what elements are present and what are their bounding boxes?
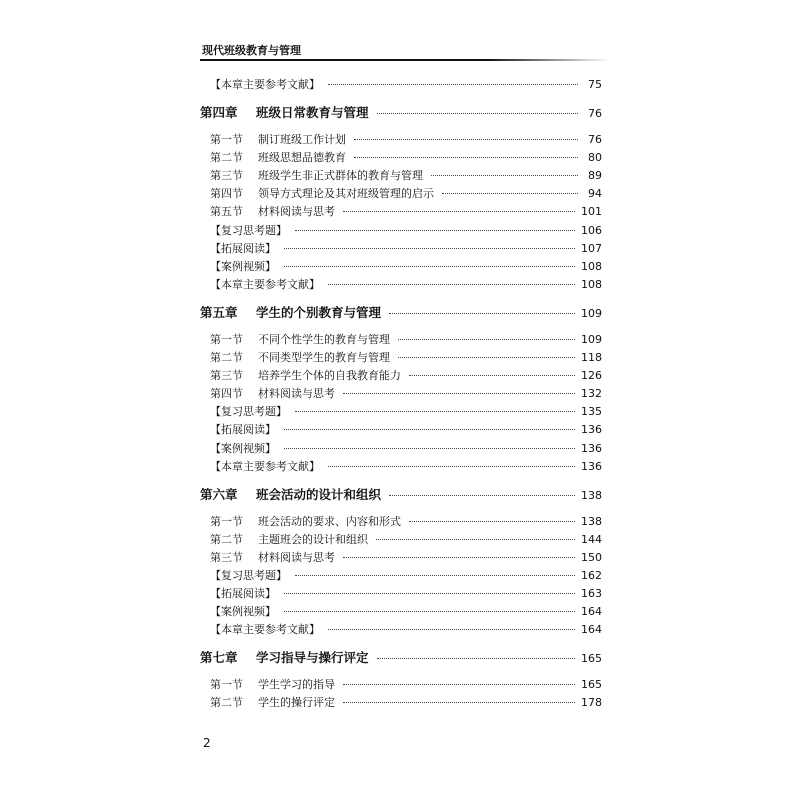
dot-leader xyxy=(343,684,575,685)
toc-section-entry xyxy=(200,549,602,567)
toc-section-entry xyxy=(200,331,602,349)
dot-leader xyxy=(284,448,575,449)
toc-entry-title: 领导方式理论及其对班级管理的启示 xyxy=(258,187,434,201)
toc-entry-page: 118 xyxy=(581,351,602,365)
toc-section-entry xyxy=(200,385,602,403)
toc-entry-title: 【本章主要参考文献】 xyxy=(210,78,320,91)
table-of-contents xyxy=(200,76,602,713)
dot-leader xyxy=(343,393,575,394)
toc-entry-page: 163 xyxy=(581,587,602,601)
toc-entry-title: 【本章主要参考文献】 xyxy=(210,623,320,637)
toc-section-entry xyxy=(200,240,602,258)
toc-section-entry xyxy=(200,513,602,531)
toc-section-entry xyxy=(200,585,602,603)
toc-entry-title: 学生的个别教育与管理 xyxy=(256,304,382,320)
toc-entry-number: 第四节 xyxy=(210,187,243,201)
toc-entry-number: 第二节 xyxy=(210,532,243,546)
toc-entry-title: 【案例视频】 xyxy=(210,259,276,273)
toc-section-entry xyxy=(200,149,602,167)
toc-entry-page: 135 xyxy=(581,405,602,419)
dot-leader xyxy=(343,702,575,703)
toc-entry-page: 126 xyxy=(581,369,602,383)
toc-entry-title: 材料阅读与思考 xyxy=(258,205,335,219)
toc-entry-title: 班级学生非正式群体的教育与管理 xyxy=(258,169,423,183)
toc-entry-page: 165 xyxy=(581,678,602,692)
dot-leader xyxy=(442,193,578,194)
toc-entry-page: 136 xyxy=(581,459,602,473)
toc-entry-title: 不同个性学生的教育与管理 xyxy=(258,332,390,346)
toc-entry-page: 76 xyxy=(588,107,602,121)
toc-section-entry xyxy=(200,76,602,94)
dot-leader xyxy=(431,175,578,176)
dot-leader xyxy=(284,266,575,267)
toc-section-entry xyxy=(200,349,602,367)
toc-entry-number: 第三节 xyxy=(210,369,243,383)
toc-entry-page: 150 xyxy=(581,550,602,564)
toc-section-entry xyxy=(200,258,602,276)
toc-entry-title: 培养学生个体的自我教育能力 xyxy=(258,369,401,383)
toc-entry-page: 165 xyxy=(581,652,602,666)
toc-section-entry xyxy=(200,621,602,639)
toc-entry-page: 106 xyxy=(581,223,602,237)
dot-leader xyxy=(343,211,575,212)
toc-entry-page: 109 xyxy=(581,306,602,320)
toc-entry-number: 第五节 xyxy=(210,205,243,219)
toc-entry-page: 108 xyxy=(581,259,602,273)
toc-entry-page: 162 xyxy=(581,568,602,582)
dot-leader xyxy=(328,466,575,467)
toc-entry-title: 班会活动的要求、内容和形式 xyxy=(258,514,401,528)
toc-section-entry xyxy=(200,367,602,385)
toc-entry-title: 【拓展阅读】 xyxy=(210,241,276,255)
toc-entry-title: 材料阅读与思考 xyxy=(258,387,335,401)
toc-entry-number: 第三节 xyxy=(210,169,243,183)
dot-leader xyxy=(377,658,575,659)
toc-section-entry xyxy=(200,440,602,458)
toc-entry-page: 164 xyxy=(581,623,602,637)
toc-entry-number: 第五章 xyxy=(200,304,238,320)
dot-leader xyxy=(284,248,575,249)
toc-entry-page: 144 xyxy=(581,532,602,546)
dot-leader xyxy=(295,575,575,576)
toc-entry-page: 138 xyxy=(581,488,602,502)
toc-entry-title: 不同类型学生的教育与管理 xyxy=(258,351,390,365)
dot-leader xyxy=(343,557,575,558)
toc-chapter-entry xyxy=(200,302,602,323)
toc-entry-title: 【复习思考题】 xyxy=(210,405,287,419)
dot-leader xyxy=(284,611,575,612)
toc-entry-title: 【拓展阅读】 xyxy=(210,423,276,437)
toc-section-entry xyxy=(200,421,602,439)
toc-entry-number: 第二节 xyxy=(210,351,243,365)
toc-entry-page: 108 xyxy=(581,277,602,291)
toc-entry-page: 109 xyxy=(581,332,602,346)
toc-section-entry xyxy=(200,531,602,549)
dot-leader xyxy=(295,411,575,412)
toc-entry-page: 136 xyxy=(581,423,602,437)
toc-entry-page: 89 xyxy=(588,169,602,183)
page-number: 2 xyxy=(203,736,211,750)
dot-leader xyxy=(398,357,575,358)
toc-entry-title: 主题班会的设计和组织 xyxy=(258,532,368,546)
toc-entry-title: 班级思想品德教育 xyxy=(258,151,346,165)
dot-leader xyxy=(354,157,578,158)
toc-entry-page: 76 xyxy=(588,133,602,147)
toc-entry-number: 第三节 xyxy=(210,550,243,564)
toc-entry-page: 80 xyxy=(588,151,602,165)
toc-entry-title: 学生学习的指导 xyxy=(258,678,335,692)
toc-entry-title: 【本章主要参考文献】 xyxy=(210,277,320,291)
dot-leader xyxy=(295,230,575,231)
toc-chapter-entry xyxy=(200,102,602,123)
dot-leader xyxy=(389,495,575,496)
toc-entry-title: 学生的操行评定 xyxy=(258,696,335,710)
toc-section-entry xyxy=(200,694,602,712)
toc-section-entry xyxy=(200,167,602,185)
toc-entry-page: 164 xyxy=(581,605,602,619)
toc-entry-title: 材料阅读与思考 xyxy=(258,550,335,564)
toc-entry-title: 学习指导与操行评定 xyxy=(256,650,369,666)
toc-entry-title: 【复习思考题】 xyxy=(210,568,287,582)
toc-section-entry xyxy=(200,403,602,421)
toc-entry-title: 【本章主要参考文献】 xyxy=(210,459,320,473)
toc-entry-title: 班级日常教育与管理 xyxy=(256,105,369,121)
dot-leader xyxy=(409,521,575,522)
toc-entry-page: 136 xyxy=(581,441,602,455)
toc-chapter-entry xyxy=(200,484,602,505)
toc-entry-number: 第一节 xyxy=(210,332,243,346)
toc-entry-number: 第四节 xyxy=(210,387,243,401)
dot-leader xyxy=(328,629,575,630)
toc-entry-page: 138 xyxy=(581,514,602,528)
toc-entry-title: 【复习思考题】 xyxy=(210,223,287,237)
toc-entry-title: 【案例视频】 xyxy=(210,605,276,619)
toc-entry-number: 第六章 xyxy=(200,486,238,502)
toc-entry-page: 101 xyxy=(581,205,602,219)
toc-entry-title: 【案例视频】 xyxy=(210,441,276,455)
running-head: 现代班级教育与管理 xyxy=(202,44,301,57)
dot-leader xyxy=(328,284,575,285)
toc-entry-title: 班会活动的设计和组织 xyxy=(256,486,382,502)
toc-entry-page: 132 xyxy=(581,387,602,401)
toc-entry-page: 107 xyxy=(581,241,602,255)
toc-section-entry xyxy=(200,276,602,294)
dot-leader xyxy=(284,429,575,430)
toc-entry-number: 第一节 xyxy=(210,514,243,528)
dot-leader xyxy=(398,339,575,340)
toc-section-entry xyxy=(200,676,602,694)
dot-leader xyxy=(377,113,578,114)
toc-entry-number: 第七章 xyxy=(200,650,238,666)
header-rule xyxy=(200,59,610,61)
toc-entry-number: 第二节 xyxy=(210,696,243,710)
toc-entry-number: 第二节 xyxy=(210,151,243,165)
toc-entry-page: 75 xyxy=(588,78,602,91)
toc-section-entry xyxy=(200,222,602,240)
dot-leader xyxy=(389,313,575,314)
dot-leader xyxy=(376,539,575,540)
toc-chapter-entry xyxy=(200,647,602,668)
toc-section-entry xyxy=(200,131,602,149)
toc-section-entry xyxy=(200,185,602,203)
dot-leader xyxy=(284,593,575,594)
toc-entry-number: 第一节 xyxy=(210,133,243,147)
toc-entry-page: 178 xyxy=(581,696,602,710)
dot-leader xyxy=(328,84,578,85)
toc-entry-title: 制订班级工作计划 xyxy=(258,133,346,147)
dot-leader xyxy=(409,375,575,376)
toc-entry-number: 第四章 xyxy=(200,105,238,121)
dot-leader xyxy=(354,139,578,140)
toc-section-entry xyxy=(200,603,602,621)
toc-entry-number: 第一节 xyxy=(210,678,243,692)
toc-entry-title: 【拓展阅读】 xyxy=(210,587,276,601)
toc-section-entry xyxy=(200,567,602,585)
toc-section-entry xyxy=(200,203,602,221)
toc-section-entry xyxy=(200,458,602,476)
toc-entry-page: 94 xyxy=(588,187,602,201)
